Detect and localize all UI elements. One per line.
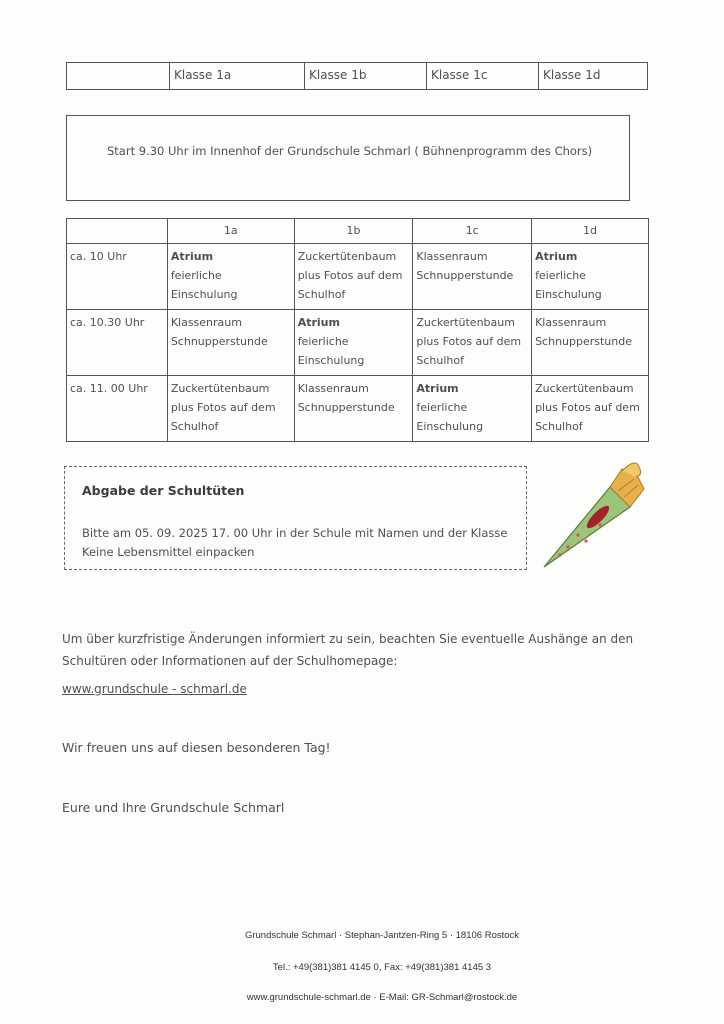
greeting-text: Wir freuen uns auf diesen besonderen Tag! xyxy=(62,740,331,755)
cell-location: Atrium xyxy=(170,250,214,263)
signoff-text: Eure und Ihre Grundschule Schmarl xyxy=(62,800,285,815)
schedule-header-1b: 1b xyxy=(294,219,413,244)
schedule-row xyxy=(67,244,649,310)
note-line: Keine Lebensmittel einpacken xyxy=(82,545,255,559)
schedule-header-1c: 1c xyxy=(413,219,532,244)
cell-location: Atrium xyxy=(535,250,578,263)
cell-activity: Klassenraum Schnupperstunde xyxy=(170,316,268,348)
schedule-cell xyxy=(532,376,649,442)
class-header-1d: Klasse 1d xyxy=(538,63,647,89)
time-cell: ca. 10.30 Uhr xyxy=(67,310,168,376)
cell-activity: Zuckertütenbaum plus Fotos auf dem Schulhof xyxy=(416,316,522,367)
schedule-cell xyxy=(294,376,413,442)
cell-location: Atrium xyxy=(416,382,459,395)
schedule-row xyxy=(67,310,649,376)
footer-phone: Tel.: +49(381)381 4145 0, Fax: +49(381)381 4145 3 xyxy=(272,962,492,973)
cell-activity: feierliche Einschulung xyxy=(297,335,365,367)
school-website-link[interactable]: www.grundschule - schmarl.de xyxy=(62,682,247,696)
cell-activity: feierliche Einschulung xyxy=(535,269,602,301)
schedule-table xyxy=(66,218,649,442)
schedule-header-row xyxy=(67,219,649,244)
cell-activity: feierliche Einschulung xyxy=(170,269,238,301)
class-header-row xyxy=(66,62,648,90)
schedule-cell xyxy=(167,244,294,310)
schedule-header-empty xyxy=(67,219,168,244)
note-title: Abgabe der Schultüten xyxy=(82,483,245,498)
cell-activity: Klassenraum Schnupperstunde xyxy=(416,250,514,282)
schedule-header-1d: 1d xyxy=(532,219,649,244)
footer-web-mail: www.grundschule-schmarl.de · E-Mail: GR-Schmarl@rostock.de xyxy=(246,992,518,1003)
schedule-cell xyxy=(413,244,532,310)
cell-location: Atrium xyxy=(297,316,340,329)
info-text-line: Um über kurzfristige Änderungen informiert zu sein, beachten Sie eventuelle Aushänge an den xyxy=(62,632,634,646)
footer-address: Grundschule Schmarl · Stephan-Jantzen-Ring 5 · 18106 Rostock xyxy=(244,930,520,941)
time-cell: ca. 11. 00 Uhr xyxy=(67,376,168,442)
schedule-cell xyxy=(413,310,532,376)
schedule-cell xyxy=(532,310,649,376)
school-cone-icon xyxy=(538,455,658,573)
schedule-cell xyxy=(532,244,649,310)
cell-activity: Klassenraum Schnupperstunde xyxy=(297,382,395,414)
class-header-empty xyxy=(67,63,169,89)
info-text-line: Schultüren oder Informationen auf der Schulhomepage: xyxy=(62,654,398,668)
cell-activity: feierliche Einschulung xyxy=(416,401,484,433)
class-header-1a: Klasse 1a xyxy=(169,63,304,89)
cell-activity: Zuckertütenbaum plus Fotos auf dem Schulhof xyxy=(170,382,276,433)
schedule-row xyxy=(67,376,649,442)
cell-activity: Klassenraum Schnupperstunde xyxy=(535,316,632,348)
class-header-1b: Klasse 1b xyxy=(304,63,426,89)
time-cell: ca. 10 Uhr xyxy=(67,244,168,310)
schedule-cell xyxy=(167,310,294,376)
schedule-cell xyxy=(294,244,413,310)
cell-activity: Zuckertütenbaum plus Fotos auf dem Schulhof xyxy=(535,382,640,433)
schedule-cell xyxy=(413,376,532,442)
schedule-header-1a: 1a xyxy=(167,219,294,244)
start-info-box xyxy=(66,115,630,201)
note-line: Bitte am 05. 09. 2025 17. 00 Uhr in der Schule mit Namen und der Klasse xyxy=(82,526,508,540)
start-text: Start 9.30 Uhr im Innenhof der Grundschule Schmarl ( Bühnenprogramm des Chors) xyxy=(107,144,593,158)
schultueten-note-box xyxy=(64,466,527,570)
cell-activity: Zuckertütenbaum plus Fotos auf dem Schulhof xyxy=(297,250,403,301)
schedule-cell xyxy=(167,376,294,442)
class-header-1c: Klasse 1c xyxy=(426,63,538,89)
schedule-cell xyxy=(294,310,413,376)
